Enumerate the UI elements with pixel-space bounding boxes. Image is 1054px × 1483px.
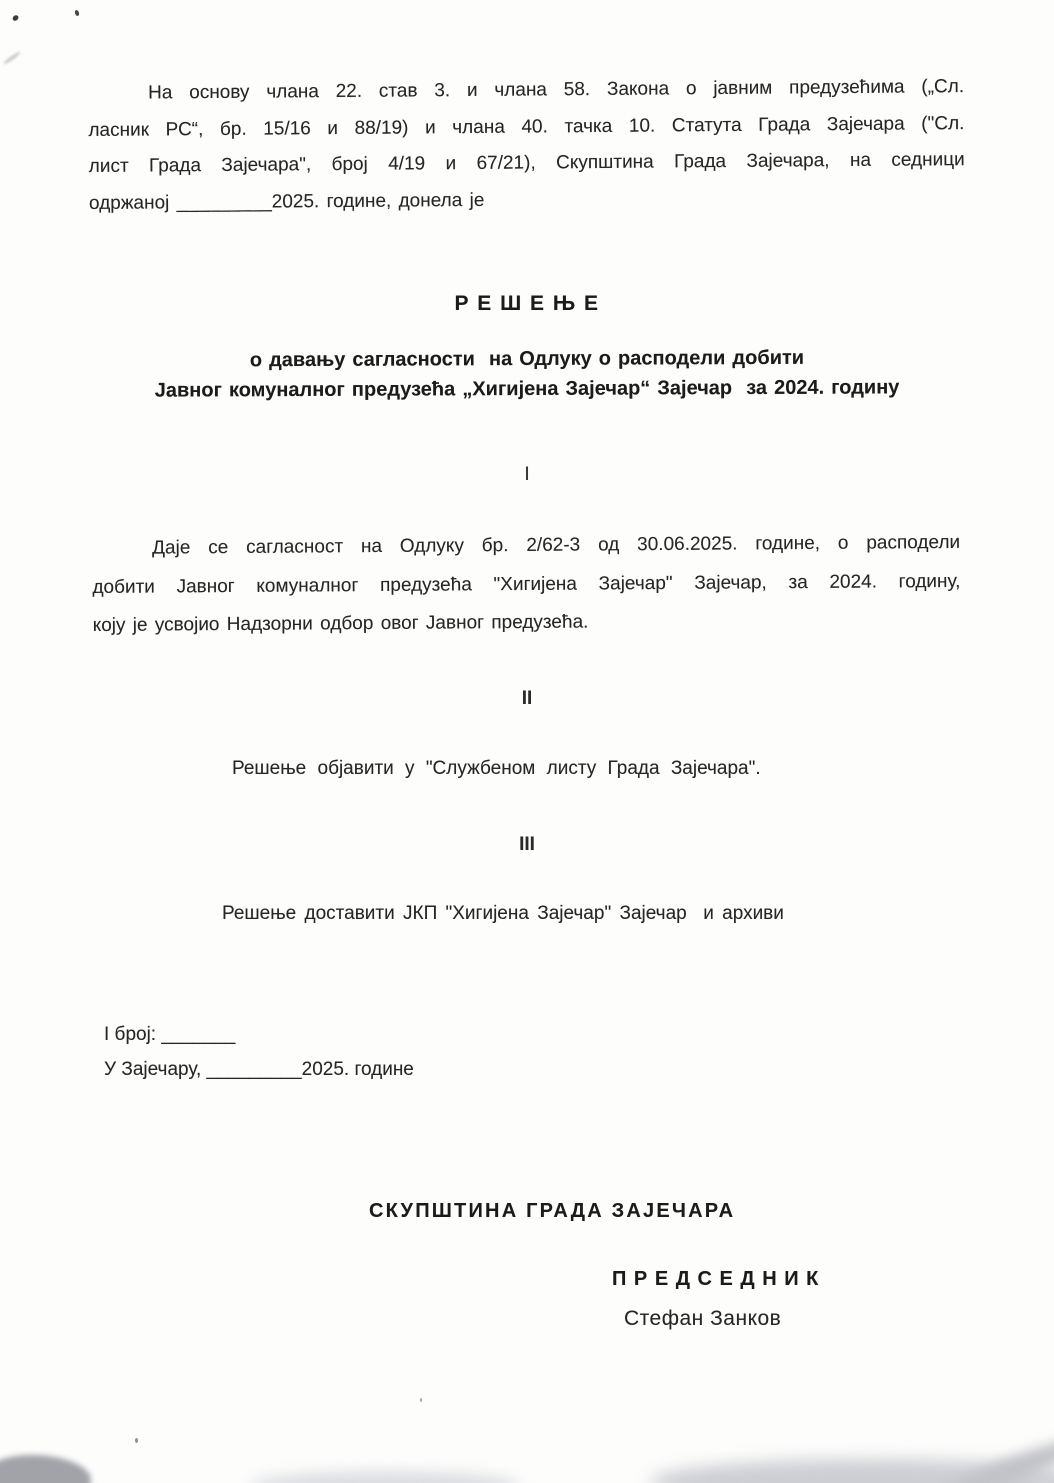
document-number-line: I број: _______ [104, 1024, 236, 1045]
scan-shadow-bottom-middle [250, 1471, 520, 1483]
subtitle-line: Јавног комуналног предузећа „Хигијена Зајечар“ Зајечар за 2024. годину [154, 376, 900, 402]
intro-line: одржаној _________2025. године, донела је [88, 189, 485, 214]
intro-line: лист Града Зајечара", број 4/19 и 67/21), Скупштина Града Зајечара, на седници [88, 149, 965, 177]
assembly-name: СКУПШТИНА ГРАДА ЗАЈЕЧАРА [369, 1200, 736, 1222]
decision-subtitle [0, 342, 1054, 407]
section-1-line: Даје се сагласност на Одлуку бр. 2/62-3 од 30.06.2025. године, о расподели [152, 531, 961, 559]
scan-shadow-bottom-left [0, 1450, 93, 1483]
president-name: Стефан Занков [624, 1307, 782, 1330]
place-date-line: У Зајечару, _________2025. године [104, 1059, 414, 1080]
scan-speck [135, 1438, 138, 1443]
section-1-line: добити Јавног комуналног предузећа "Хигијена Зајечар" Зајечар, за 2024. годину, [92, 570, 961, 598]
scan-smudge [3, 51, 22, 66]
intro-line: ласник РС“, бр. 15/16 и 88/19) и члана 40. тачка 10. Статута Града Зајечара ("Сл. [88, 112, 965, 141]
section-3-numeral: III [519, 834, 535, 855]
scan-speck [12, 14, 20, 22]
intro-paragraph [88, 69, 965, 222]
scan-speck [74, 9, 80, 16]
section-1-paragraph [92, 524, 961, 646]
section-1-numeral: I [524, 464, 530, 485]
decision-title: Р Е Ш Е Њ Е [454, 292, 600, 315]
section-1-line: коју је усвојио Надзорни одбор овог Јавног предузећа. [92, 611, 589, 636]
section-2-numeral: II [521, 688, 533, 709]
subtitle-line: о давању сагласности на Одлуку о расподели добити [249, 346, 805, 372]
section-2-paragraph: Решење објавити у "Службеном листу Града Зајечара". [232, 758, 761, 779]
president-title: П Р Е Д С Е Д Н И К [612, 1268, 820, 1290]
intro-line: На основу члана 22. став 3. и члана 58. Закона о јавним предузећима („Сл. [148, 76, 965, 104]
section-3-paragraph: Решење доставити ЈКП "Хигијена Зајечар" Зајечар и архиви [222, 903, 784, 924]
scan-speck [420, 1398, 422, 1402]
